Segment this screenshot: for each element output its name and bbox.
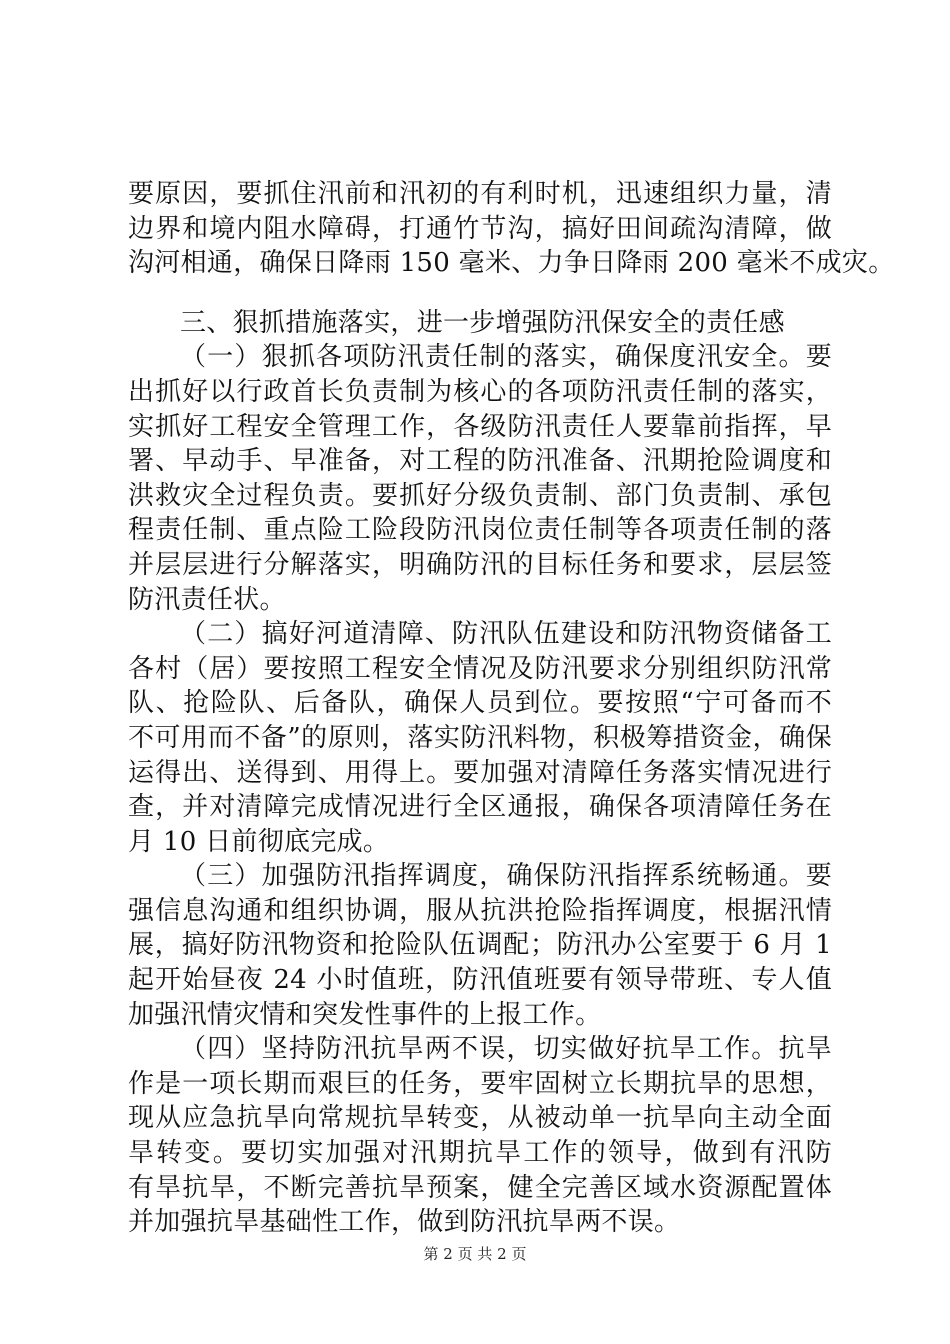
text-line: 展，搞好防汛物资和抢险队伍调配；防汛办公室要于 6 月 1 [128,930,832,961]
text-line: 运得出、送得到、用得上。要加强对清障任务落实情况进行 [128,757,832,788]
paragraph-3 [128,859,832,1032]
paragraph-4 [128,1032,832,1240]
text-line: 洪救灾全过程负责。要抓好分级负责制、部门负责制、承包 [128,480,832,511]
text-line: 各村（居）要按照工程安全情况及防汛要求分别组织防汛常 [128,653,832,684]
text-line: 防汛责任状。 [128,584,286,615]
text-line: （二）搞好河道清障、防汛队伍建设和防汛物资储备工 [180,619,832,650]
text-line: 加强汛情灾情和突发性事件的上报工作。 [128,999,602,1030]
text-line: 旱转变。要切实加强对汛期抗旱工作的领导，做到有汛防 [128,1138,832,1169]
text-line: 现从应急抗旱向常规抗旱转变，从被动单一抗旱向主动全面 [128,1103,832,1134]
text-line: 月 10 日前彻底完成。 [128,826,390,857]
text-line: （一）狠抓各项防汛责任制的落实，确保度汛安全。要 [180,342,832,373]
page-footer: 第 2 页 共 2 页 [423,1245,527,1263]
text-line: （三）加强防汛指挥调度，确保防汛指挥系统畅通。要 [180,861,832,892]
section-heading: 三、狠抓措施落实，进一步增强防汛保安全的责任感 [180,307,785,338]
document-body [128,177,895,1240]
text-line: 实抓好工程安全管理工作，各级防汛责任人要靠前指挥，早 [128,411,832,442]
text-line: 起开始昼夜 24 小时值班，防汛值班要有领导带班、专人值 [128,965,832,996]
text-line: 并加强抗旱基础性工作，做到防汛抗旱两不误。 [128,1207,681,1238]
text-line: 强信息沟通和组织协调，服从抗洪抢险指挥调度，根据汛情 [128,895,832,926]
paragraph-1 [128,340,832,617]
text-line: 查，并对清障完成情况进行全区通报，确保各项清障任务在 [128,792,832,823]
text-line: 程责任制、重点险工险段防汛岗位责任制等各项责任制的落 [128,515,832,546]
text-line: 队、抢险队、后备队，确保人员到位。要按照“宁可备而不 [128,688,832,719]
text-line: 作是一项长期而艰巨的任务，要牢固树立长期抗旱的思想， [128,1068,832,1099]
paragraph-2 [128,617,832,859]
text-line: 边界和境内阻水障碍，打通竹节沟，搞好田间疏沟清障，做 [128,213,832,244]
text-line: 出抓好以行政首长负责制为核心的各项防汛责任制的落实， [128,376,832,407]
text-line: 署、早动手、早准备，对工程的防汛准备、汛期抢险调度和 [128,446,832,477]
text-line: 不可用而不备”的原则，落实防汛料物，积极筹措资金，确保 [128,722,832,753]
paragraph-spacer [128,281,832,306]
text-line: 要原因，要抓住汛前和汛初的有利时机，迅速组织力量，清 [128,179,832,209]
text-line: （四）坚持防汛抗旱两不误，切实做好抗旱工作。抗旱 [180,1034,832,1065]
text-line: 有旱抗旱，不断完善抗旱预案，健全完善区域水资源配置体 [128,1172,832,1203]
text-line: 并层层进行分解落实，明确防汛的目标任务和要求，层层签 [128,549,832,580]
intro-paragraph [128,177,895,281]
text-line: 沟河相通，确保日降雨 150 毫米、力争日降雨 200 毫米不成灾。 [128,248,895,279]
